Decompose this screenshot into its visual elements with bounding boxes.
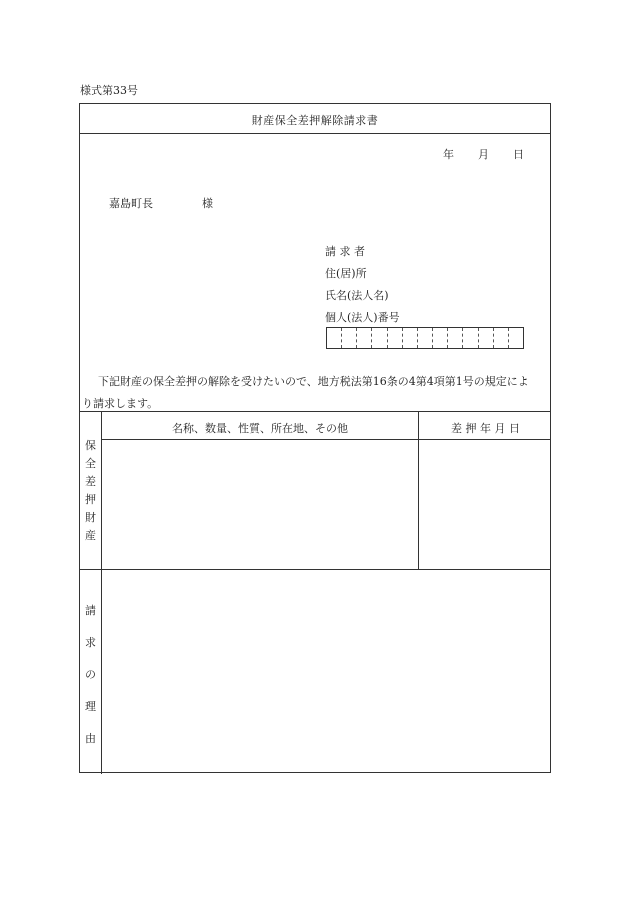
- seizure-date-field[interactable]: [420, 441, 550, 567]
- number-digit-box[interactable]: [417, 328, 432, 348]
- reason-side-char: 理: [85, 700, 96, 713]
- form-title: 財産保全差押解除請求書: [251, 114, 379, 127]
- divider: [80, 569, 550, 570]
- number-digit-box[interactable]: [387, 328, 402, 348]
- description-column-header: 名称、数量、性質、所在地、その他: [172, 422, 348, 435]
- property-side-char: 財: [85, 511, 96, 524]
- number-digit-box[interactable]: [402, 328, 417, 348]
- seizure-date-column-header: 差 押 年 月 日: [451, 422, 520, 435]
- number-digit-box[interactable]: [327, 328, 341, 348]
- number-digit-box[interactable]: [508, 328, 523, 348]
- addressee-honorific: 様: [202, 197, 213, 210]
- divider: [80, 133, 550, 134]
- number-digit-box[interactable]: [447, 328, 462, 348]
- number-digit-box[interactable]: [341, 328, 356, 348]
- date-year-label: 年: [443, 148, 454, 161]
- date-day-label: 日: [513, 148, 524, 161]
- side-column-divider: [101, 411, 102, 774]
- statement-line-2: り請求します。: [82, 397, 159, 410]
- property-side-char: 産: [85, 529, 96, 542]
- property-side-char: 押: [85, 493, 96, 506]
- reason-side-char: の: [85, 668, 96, 681]
- reason-side-char: 求: [85, 636, 96, 649]
- date-month-label: 月: [478, 148, 489, 161]
- number-digit-box[interactable]: [432, 328, 447, 348]
- reason-side-char: 由: [85, 732, 96, 745]
- property-side-char: 全: [85, 457, 96, 470]
- number-digit-box[interactable]: [478, 328, 493, 348]
- request-form: [79, 103, 551, 773]
- number-digit-box[interactable]: [371, 328, 386, 348]
- divider: [80, 411, 550, 412]
- addressee-name: 嘉島町長: [109, 197, 153, 210]
- property-side-char: 差: [85, 475, 96, 488]
- individual-number-field[interactable]: [326, 327, 524, 349]
- property-description-field[interactable]: [103, 441, 416, 567]
- reason-side-label: [80, 602, 101, 747]
- form-number: 様式第33号: [80, 84, 138, 97]
- statement-line-1: 下記財産の保全差押の解除を受けたいので、地方税法第16条の4第4項第1号の規定によ: [98, 375, 529, 388]
- requester-name-label: 氏名(法人名): [325, 289, 389, 302]
- property-side-label: [80, 437, 101, 544]
- requester-heading: 請 求 者: [325, 245, 365, 258]
- reason-field[interactable]: [103, 571, 550, 771]
- header-divider: [102, 439, 550, 440]
- requester-address-label: 住(居)所: [325, 267, 367, 280]
- number-digit-box[interactable]: [356, 328, 371, 348]
- property-side-char: 保: [85, 439, 96, 452]
- number-digit-box[interactable]: [493, 328, 508, 348]
- reason-side-char: 請: [85, 604, 96, 617]
- request-statement: [80, 371, 552, 415]
- requester-number-label: 個人(法人)番号: [325, 311, 400, 324]
- number-digit-box[interactable]: [462, 328, 477, 348]
